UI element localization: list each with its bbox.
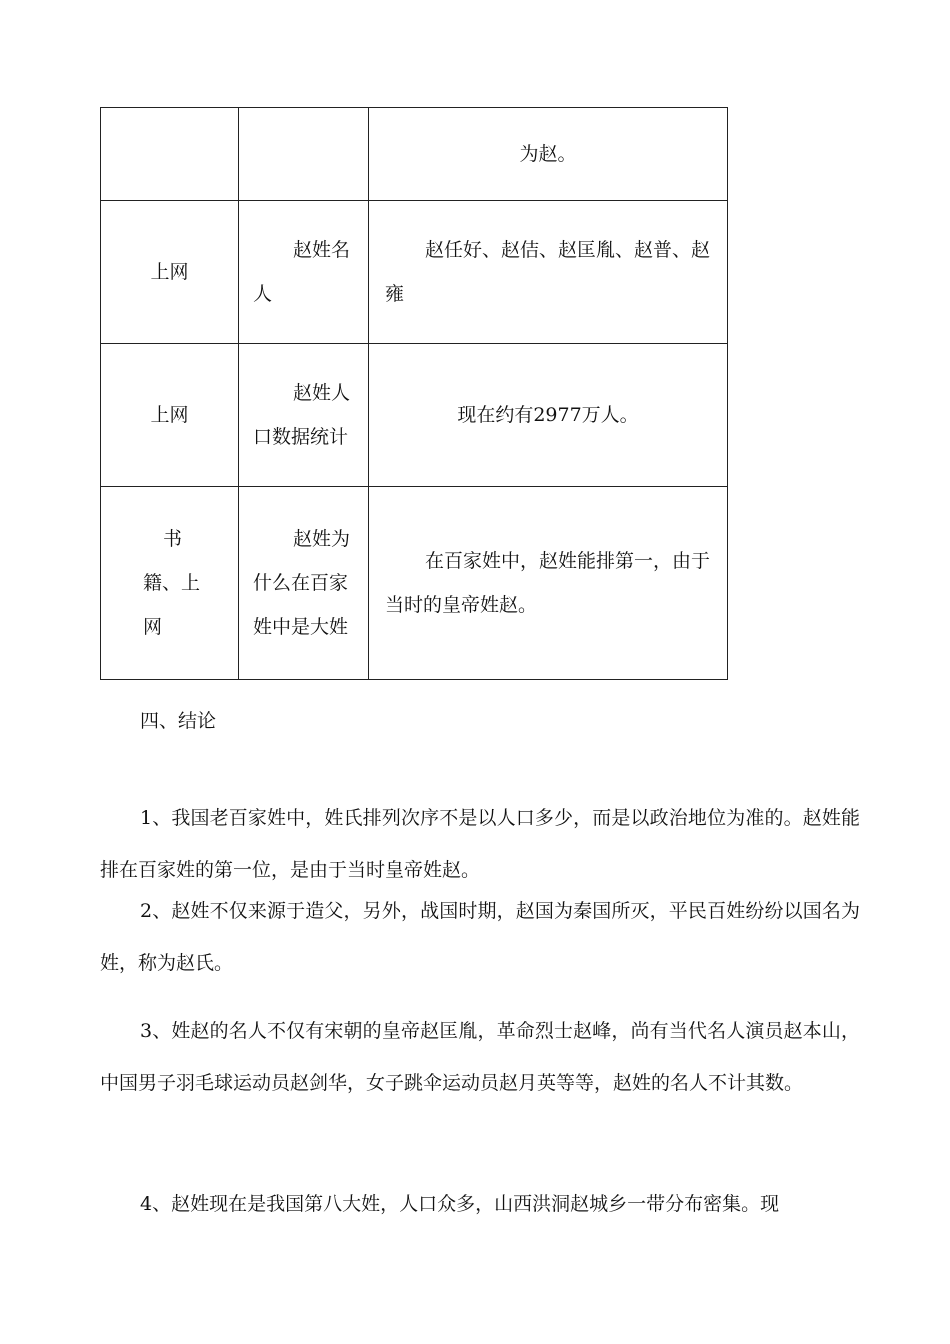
topic-cell: 赵姓为什么在百家姓中是大姓	[239, 487, 369, 680]
content-cell: 在百家姓中，赵姓能排第一，由于当时的皇帝姓赵。	[369, 487, 728, 680]
content-cell: 为赵。	[369, 108, 728, 201]
content-cell: 赵任好、赵佶、赵匡胤、赵普、赵雍	[369, 201, 728, 344]
survey-table	[100, 107, 728, 680]
table-row	[101, 201, 728, 344]
table-row	[101, 344, 728, 487]
conclusion-paragraph: 3、姓赵的名人不仅有宋朝的皇帝赵匡胤，革命烈士赵峰，尚有当代名人演员赵本山，中国男子羽毛球运动员赵剑华，女子跳伞运动员赵月英等等，赵姓的名人不计其数。	[100, 1020, 860, 1094]
source-cell: 上网	[101, 344, 239, 487]
source-cell: 书籍、上网	[101, 487, 239, 680]
content-cell: 现在约有2977万人。	[369, 344, 728, 487]
conclusion-paragraph: 4、赵姓现在是我国第八大姓，人口众多，山西洪洞赵城乡一带分布密集。现	[140, 1193, 780, 1215]
topic-cell	[239, 108, 369, 201]
source-cell	[101, 108, 239, 201]
table-row	[101, 487, 728, 680]
table-row	[101, 108, 728, 201]
topic-cell: 赵姓名人	[239, 201, 369, 344]
source-cell: 上网	[101, 201, 239, 344]
conclusion-paragraph: 1、我国老百家姓中，姓氏排列次序不是以人口多少，而是以政治地位为准的。赵姓能排在百家姓的第一位，是由于当时皇帝姓赵。	[100, 807, 860, 881]
topic-cell: 赵姓人口数据统计	[239, 344, 369, 487]
conclusion-paragraph: 2、赵姓不仅来源于造父，另外，战国时期，赵国为秦国所灭，平民百姓纷纷以国名为姓，称为赵氏。	[100, 900, 860, 974]
section-heading: 四、结论	[140, 710, 217, 732]
